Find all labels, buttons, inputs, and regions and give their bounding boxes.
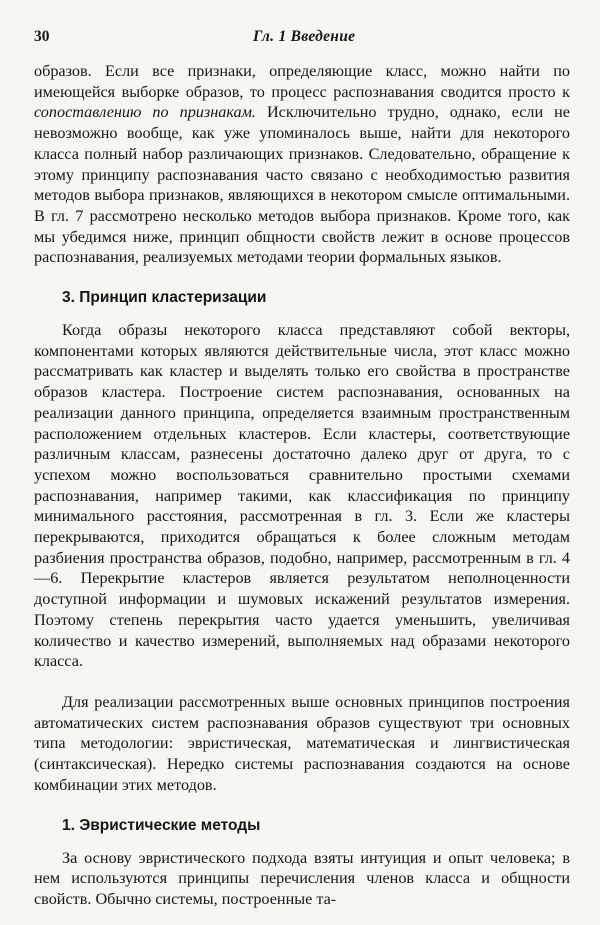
section-heading-heuristic: 1. Эвристические методы <box>62 816 261 834</box>
paragraph-text: Исключительно трудно, однако, если не невозможно вообще, как уже упоминалось выше, найти для некоторого класса полный набор различающих признаков. Следовательно, обращение к этому принципу распознавания часто связано с необходимостью развития методов выбора признаков, являющихся в некотором смысле оптимальными. В гл. 7 рассмотрено несколько методов выбора признаков. Кроме того, как мы убедимся ниже, принцип общности свойств лежит в основе процессов распознавания, реализуемых методами теории формальных языков. <box>34 103 570 267</box>
page-header <box>28 28 568 52</box>
paragraph-gap <box>34 672 570 692</box>
page-number: 30 <box>34 28 50 45</box>
paragraph-text: образов. Если все признаки, определяющие класс, можно найти по имеющейся выборке образов, то процесс распознавания сводится просто к <box>34 62 570 101</box>
paragraph-methodologies: Для реализации рассмотренных выше основных принципов построения автоматических систем распознавания образов существуют три основных типа методологии: эвристическая, математическая и лингвистическая (синтаксическая). Нередко системы распознавания создаются на основе комбинации этих методов. <box>34 692 570 794</box>
page-body <box>34 61 570 910</box>
running-head: Гл. 1 Введение <box>253 28 356 45</box>
paragraph-heuristic: За основу эвристического подхода взяты интуиция и опыт человека; в нем используются принципы перечисления членов класса и общности свойств. Обычно системы, построенные та- <box>34 848 570 908</box>
section-heading-clustering: 3. Принцип кластеризации <box>62 289 267 307</box>
paragraph-continuation <box>34 61 570 268</box>
paragraph-clustering: Когда образы некоторого класса представляют собой векторы, компонентами которых являются действительные числа, этот класс можно рассматривать как кластер и выделять только его свойства в пространстве образов кластера. Построение систем распознавания, основанных на реализации данного принципа, определяется взаимным пространственным расположением отдельных кластеров. Если кластеры, соответствующие различным классам, разнесены достаточно далеко друг от друга, то с успехом можно воспользоваться сравнительно простыми схемами распознавания, например такими, как классификация по принципу минимального расстояния, рассмотренная в гл. 3. Если же кластеры перекрываются, приходится обращаться к более сложным методам разбиения пространства образов, подобно, например, рассмотренным в гл. 4—6. Перекрытие кластеров является результатом неполноценности доступной информации и шумовых искажений результатов измерения. Поэтому степень перекрытия часто удается уменьшить, увеличивая количество и качество измерений, выполняемых над образами некоторого класса. <box>34 321 570 671</box>
emphasized-phrase: сопоставлению по признакам. <box>34 103 256 122</box>
